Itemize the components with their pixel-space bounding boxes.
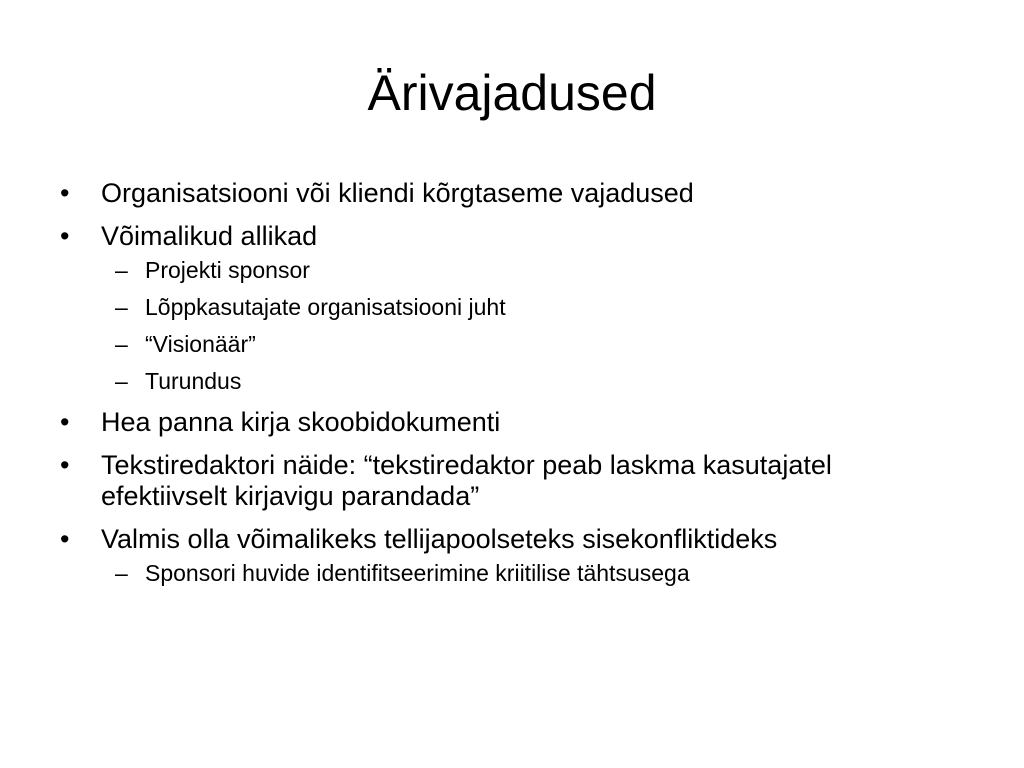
bullet-item: [60, 178, 960, 209]
sub-bullet-text: Sponsori huvide identifitseerimine kriitilise tähtsusega: [145, 560, 690, 586]
bullet-text: Võimalikud allikad: [101, 221, 318, 251]
bullet-text: Organisatsiooni või kliendi kõrgtaseme vajadused: [101, 178, 694, 208]
sub-bullet-item: [101, 330, 960, 358]
dash-icon: –: [115, 560, 128, 586]
sub-bullet-item: [101, 256, 960, 284]
dash-icon: –: [115, 294, 128, 320]
sub-bullet-list: [101, 559, 960, 587]
slide-title: Ärivajadused: [367, 65, 657, 121]
bullet-text: Tekstiredaktori näide: “tekstiredaktor peab laskma kasutajatel efektiivselt kirjavigu parandada”: [101, 450, 832, 511]
sub-bullet-item: [101, 559, 960, 587]
sub-bullet-list: [101, 256, 960, 395]
bullet-item: [60, 407, 960, 438]
sub-bullet-text: Turundus: [145, 368, 242, 394]
bullet-text: Valmis olla võimalikeks tellijapoolseteks sisekonfliktideks: [101, 524, 778, 554]
sub-bullet-item: [101, 293, 960, 321]
sub-bullet-item: [101, 367, 960, 395]
bullet-icon: •: [60, 450, 70, 480]
sub-bullet-text: Lõppkasutajate organisatsiooni juht: [145, 294, 506, 320]
bullet-text: Hea panna kirja skoobidokumenti: [101, 407, 501, 437]
sub-bullet-text: “Visionäär”: [145, 331, 256, 357]
bullet-item: [60, 524, 960, 587]
bullet-icon: •: [60, 178, 70, 208]
bullet-icon: •: [60, 407, 70, 437]
bullet-icon: •: [60, 221, 70, 251]
bullet-item: [60, 221, 960, 395]
bullet-item: [60, 450, 960, 512]
sub-bullet-text: Projekti sponsor: [145, 257, 310, 283]
bullet-icon: •: [60, 524, 70, 554]
bullet-list: [60, 178, 960, 599]
dash-icon: –: [115, 257, 128, 283]
dash-icon: –: [115, 331, 128, 357]
dash-icon: –: [115, 368, 128, 394]
